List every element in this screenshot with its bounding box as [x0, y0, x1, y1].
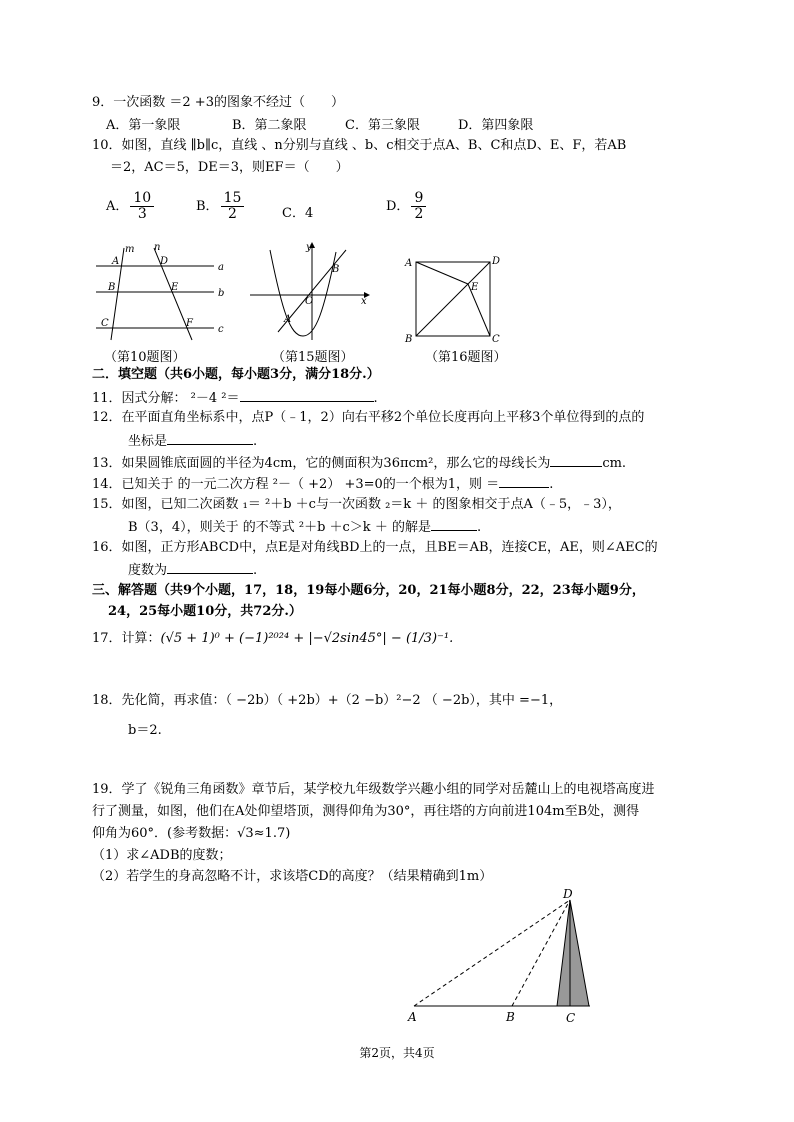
q14-text: 14．已知关于 的一元二次方程 ²－（ +2） +3=0的一个根为1，则 ＝ [92, 477, 500, 492]
section-2-title: 二．填空题（共6小题，每小题3分，满分18分.） [92, 367, 380, 382]
diagonal-bd [416, 262, 490, 336]
q15-answer-blank [431, 517, 477, 531]
q19-line3: 仰角为60°．(参考数据：√3≈1.7) [92, 826, 291, 841]
section-3-title-line2: 24，25每小题10分，共72分.） [108, 604, 302, 619]
label-D: D [563, 887, 573, 901]
q10-b-den: 2 [228, 206, 237, 222]
label-E: E [471, 282, 479, 293]
sightline-ad [414, 900, 570, 1006]
q16-line1: 16．如图，正方形ABCD中，点E是对角线BD上的一点，且BE＝AB，连接CE，AE，则∠AEC的 [92, 540, 658, 555]
q10-option-a-letter: A． [106, 199, 129, 214]
q14-answer-blank [499, 474, 549, 488]
q11-text: 11．因式分解： ²－4 ²＝ [92, 391, 240, 406]
figure-15 [248, 240, 373, 345]
section-3-title-line1: 三、解答题（共9个小题，17，18，19每小题6分，20，21每小题8分，22，23每小题9分， [92, 583, 645, 598]
q13-text: 13．如果圆锥底面圆的半径为4cm，它的侧面积为36πcm²，那么它的母线长为 [92, 456, 551, 471]
caption-fig16: （第16题图） [425, 350, 507, 365]
q10-d-num: 9 [411, 191, 426, 207]
q9-option-b: B．第二象限 [232, 118, 307, 133]
label-D: D [492, 256, 501, 267]
q19-part2: （2）若学生的身高忽略不计，求该塔CD的高度？（结果精确到1m） [92, 869, 493, 884]
label-b: b [218, 288, 225, 299]
q13-end: cm. [602, 456, 627, 471]
label-B: B [506, 1010, 515, 1024]
q15-line2 [128, 517, 481, 537]
q10-a-den: 3 [137, 206, 147, 222]
label-O: O [305, 296, 314, 307]
q13-answer-blank [550, 453, 602, 467]
q12-line2 [128, 431, 257, 451]
q10-option-a [106, 191, 156, 222]
q17-prefix: 17．计算： [92, 631, 161, 646]
q15-line1: 15．如图，已知二次函数 ₁＝ ²＋b ＋c与一次函数 ₂＝k ＋ 的图象相交于点A（﹣5，﹣3）， [92, 497, 621, 512]
q14 [92, 474, 553, 494]
q10-option-d-fraction [411, 191, 426, 222]
q10-option-b [196, 191, 246, 222]
q10-stem-line1: 10．如图，直线 ∥b∥c，直线 、n分别与直线 、b、c相交于点A、B、C和点D、E、F，若AB [92, 138, 627, 153]
q9-stem: 9．一次函数 ＝2 +3的图象不经过（ ） [92, 95, 344, 110]
label-y: y [306, 242, 312, 253]
label-A: A [408, 1010, 417, 1024]
label-n: n [154, 242, 161, 253]
q16-answer-blank [167, 560, 253, 574]
q17 [92, 630, 453, 648]
q16-end: . [253, 563, 258, 578]
label-m: m [125, 244, 135, 255]
figure-19 [400, 888, 600, 1028]
parabola [270, 250, 336, 336]
figure-10 [92, 240, 227, 345]
label-A: A [284, 314, 292, 325]
q9-option-d: D．第四象限 [458, 118, 534, 133]
q17-expression: (√5 + 1)⁰ + (−1)²⁰²⁴ + |−√2sin45°| − (1/3)⁻¹. [160, 631, 454, 646]
label-A: A [405, 258, 413, 269]
q10-option-b-letter: B． [196, 199, 219, 214]
q10-option-c: C．4 [282, 206, 314, 221]
q19-part1: （1）求∠ADB的度数； [92, 848, 232, 863]
q12-end: . [253, 434, 258, 449]
figure-16 [400, 250, 515, 345]
q11 [92, 388, 378, 408]
label-x: x [361, 296, 367, 307]
q16-l2-text: 度数为 [128, 563, 168, 578]
label-C: C [566, 1011, 576, 1025]
q10-option-d [386, 191, 428, 222]
q15-end: . [476, 520, 482, 535]
q18-line1: 18．先化简，再求值：（ −2b）（ +2b）+（2 −b）²−2 （ −2b），其中 =−1， [92, 693, 563, 708]
label-D: D [160, 256, 169, 267]
q10-option-b-fraction [221, 191, 245, 222]
label-F: F [186, 318, 193, 329]
q10-option-a-fraction [130, 191, 154, 222]
q19-line2: 行了测量，如图，他们在A处仰望塔顶，测得仰角为30°，再往塔的方向前进104m至B处，测得 [92, 804, 640, 819]
label-A: A [112, 256, 120, 267]
q10-a-num: 10 [130, 191, 154, 207]
label-E: E [171, 282, 179, 293]
page-footer: 第2页，共4页 [359, 1046, 435, 1060]
caption-fig15: （第15题图） [272, 350, 354, 365]
label-C: C [101, 318, 109, 329]
label-c: c [218, 324, 224, 335]
q16-line2 [128, 560, 257, 580]
q11-answer-blank [240, 388, 374, 402]
caption-fig10: （第10题图） [104, 350, 186, 365]
q10-d-den: 2 [414, 206, 424, 222]
q12-l2-text: 坐标是 [128, 434, 168, 449]
q13 [92, 453, 626, 473]
q9-option-a: A．第一象限 [106, 118, 181, 133]
q12-answer-blank [167, 431, 253, 445]
q9-option-c: C．第三象限 [345, 118, 420, 133]
label-B: B [332, 264, 340, 275]
q10-b-num: 15 [221, 191, 245, 207]
label-B: B [405, 334, 413, 345]
label-C: C [492, 334, 500, 345]
segment-ae [416, 262, 468, 284]
q18-line2: b＝2. [128, 723, 162, 738]
q10-stem-line2: ＝2，AC＝5，DE＝3，则EF＝（ ） [110, 160, 349, 175]
q12-line1: 12．在平面直角坐标系中，点P（﹣1，2）向右平移2个单位长度再向上平移3个单位得到的点的 [92, 410, 645, 425]
q11-end: . [373, 391, 378, 406]
label-B: B [108, 282, 116, 293]
q15-l2-text: B（3，4），则关于 的不等式 ²＋b ＋c＞k ＋ 的解是 [128, 520, 431, 535]
label-a: a [218, 262, 224, 273]
q14-end: . [549, 477, 554, 492]
q10-option-d-letter: D． [386, 199, 410, 214]
tower [557, 900, 589, 1006]
q19-line1: 19．学了《锐角三角函数》章节后，某学校九年级数学兴趣小组的同学对岳麓山上的电视塔高度进 [92, 782, 655, 797]
